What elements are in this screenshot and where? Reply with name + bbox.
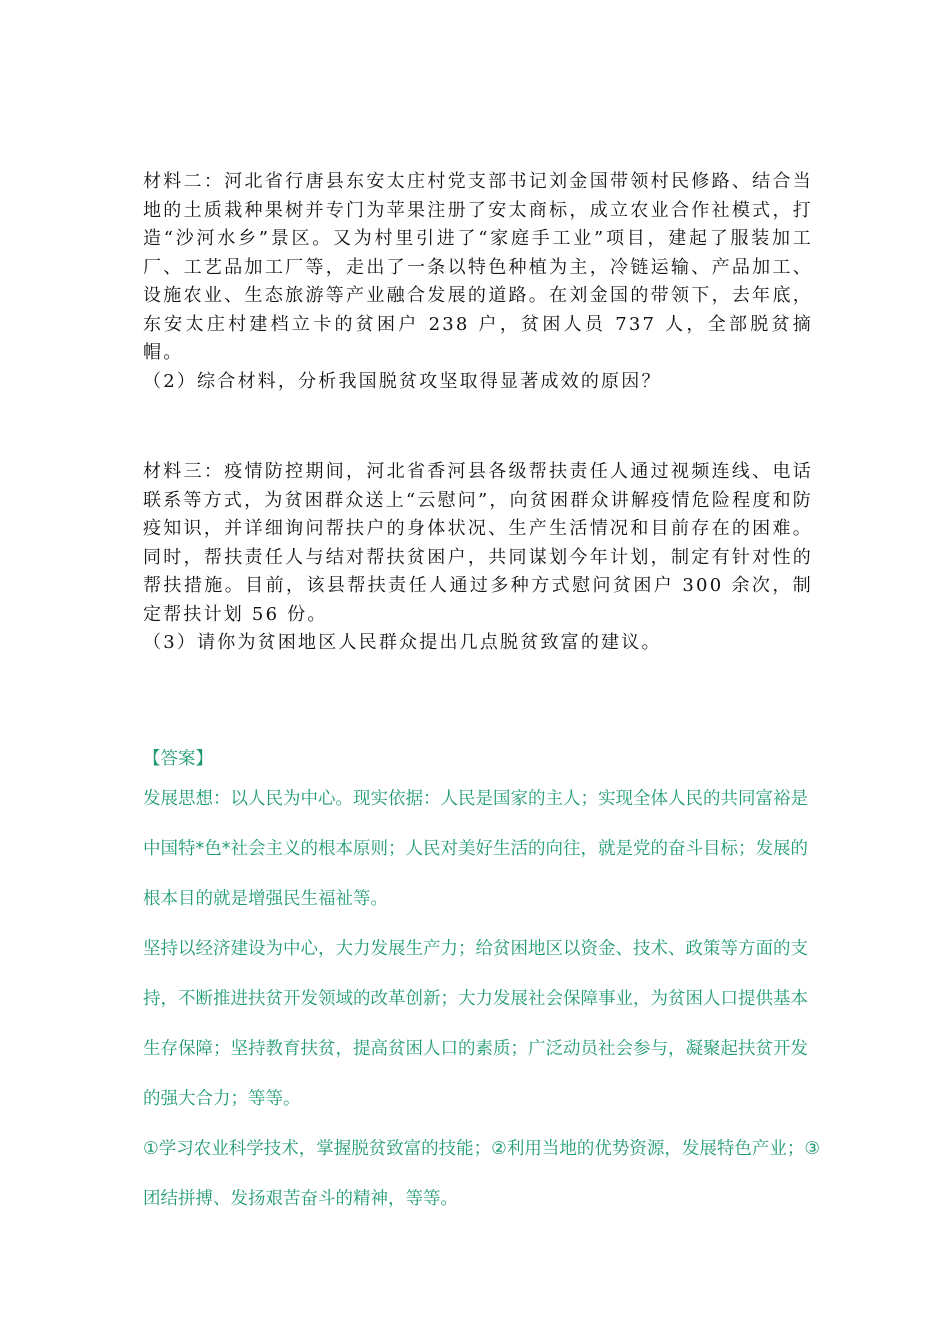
answer-section bbox=[143, 744, 823, 1224]
answer-paragraph: ①学习农业科学技术，掌握脱贫致富的技能；②利用当地的优势资源，发展特色产业；③团结拼搏、发扬艰苦奋斗的精神，等等。 bbox=[143, 1139, 821, 1209]
question-three: （3）请你为贫困地区人民群众提出几点脱贫致富的建议。 bbox=[143, 632, 662, 653]
material-two-text: 材料二：河北省行唐县东安太庄村党支部书记刘金国带领村民修路、结合当地的土质栽种果树并专门为苹果注册了安太商标，成立农业合作社模式，打造“沙河水乡”景区。又为村里引进了“家庭手工业”项目，建起了服装加工厂、工艺品加工厂等，走出了一条以特色种植为主，冷链运输、产品加工、设施农业、生态旅游等产业融合发展的道路。在刘金国的带领下，去年底，东安太庄村建档立卡的贫困户 238 户，贫困人员 737 人，全部脱贫摘帽。 bbox=[143, 171, 813, 363]
material-three bbox=[143, 458, 813, 658]
answer-heading: 【答案】 bbox=[143, 749, 213, 769]
question-two: （2）综合材料，分析我国脱贫攻坚取得显著成效的原因？ bbox=[143, 370, 662, 392]
answer-paragraph: 发展思想：以人民为中心。现实依据：人民是国家的主人；实现全体人民的共同富裕是中国特*色*社会主义的根本原则；人民对美好生活的向往，就是党的奋斗目标；发展的根本目的就是增强民生福祉等。 bbox=[143, 789, 808, 909]
answer-paragraph: 坚持以经济建设为中心，大力发展生产力；给贫困地区以资金、技术、政策等方面的支持，不断推进扶贫开发领域的改革创新；大力发展社会保障事业，为贫困人口提供基本生存保障；坚持教育扶贫，提高贫困人口的素质；广泛动员社会参与，凝聚起扶贫开发的强大合力；等等。 bbox=[143, 939, 808, 1109]
material-three-text: 材料三：疫情防控期间，河北省香河县各级帮扶责任人通过视频连线、电话联系等方式，为贫困群众送上“云慰问”，向贫困群众讲解疫情危险程度和防疫知识，并详细询问帮扶户的身体状况、生产生活情况和目前存在的困难。同时，帮扶责任人与结对帮扶贫困户，共同谋划今年计划，制定有针对性的帮扶措施。目前，该县帮扶责任人通过多种方式慰问贫困户 300 余次，制定帮扶计划 56 份。 bbox=[143, 461, 813, 625]
material-two bbox=[143, 168, 813, 396]
